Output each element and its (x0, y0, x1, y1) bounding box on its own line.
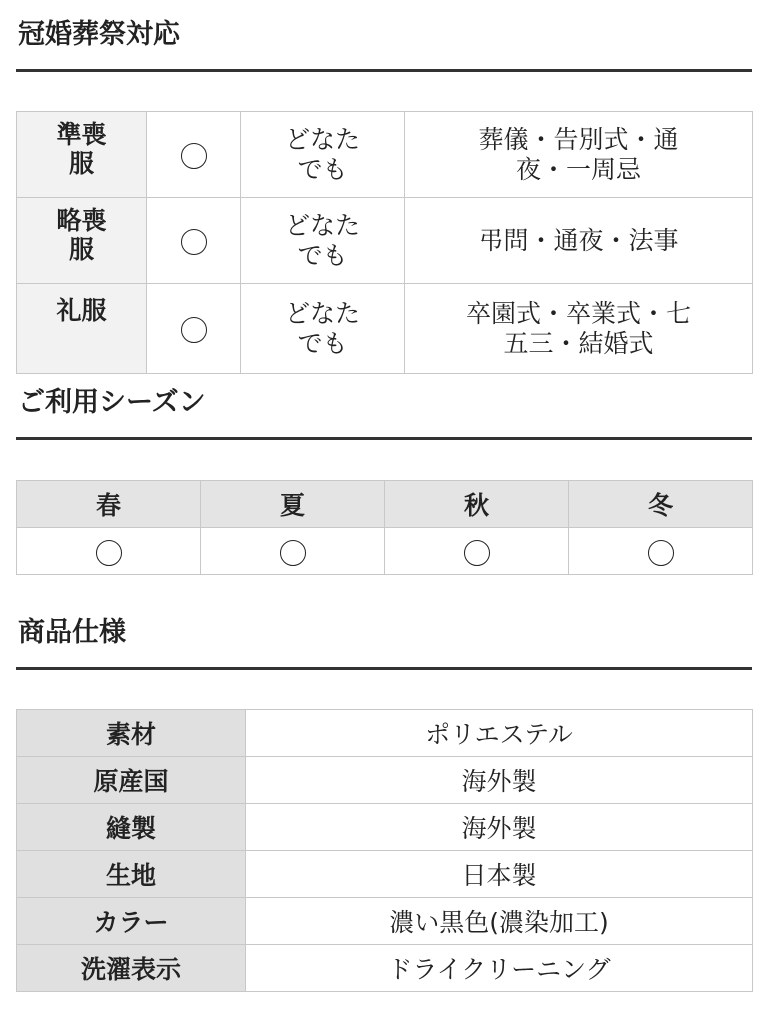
spec-label: 原産国 (17, 757, 246, 804)
row-header-line: 略喪 (56, 206, 107, 235)
table-row (17, 528, 753, 575)
spec-value: ドライクリーニング (246, 945, 753, 992)
spec-section-title: 商品仕様 (18, 617, 126, 648)
circle-mark-icon (280, 540, 306, 566)
season-header-summer: 夏 (201, 481, 385, 528)
row-header-line: 服 (68, 149, 94, 178)
usage-line: 卒園式・卒業式・七 (465, 298, 691, 328)
table-row (17, 757, 753, 804)
season-header-winter: 冬 (569, 481, 753, 528)
usage-cell (405, 198, 753, 284)
spec-label: 素材 (17, 710, 246, 757)
season-mark-spring (17, 528, 201, 575)
row-header-line: 準喪 (56, 120, 107, 149)
usage-line: 葬儀・告別式・通 (478, 124, 679, 154)
target-line: でも (297, 154, 348, 184)
season-table (16, 480, 753, 575)
suitability-mark (147, 284, 241, 374)
table-row (17, 710, 753, 757)
spec-value: 海外製 (246, 757, 753, 804)
usage-line: 夜・一周忌 (515, 154, 641, 184)
season-header-autumn: 秋 (385, 481, 569, 528)
suitability-mark (147, 112, 241, 198)
row-header (17, 112, 147, 198)
spec-value: 濃い黒色(濃染加工) (246, 898, 753, 945)
circle-mark-icon (96, 540, 122, 566)
spec-table (16, 709, 753, 992)
table-row (17, 804, 753, 851)
usage-line: 五三・結婚式 (503, 328, 654, 358)
row-header (17, 284, 147, 374)
spec-value: 日本製 (246, 851, 753, 898)
row-header-line: 服 (68, 235, 94, 264)
row-header (17, 198, 147, 284)
circle-mark-icon (181, 229, 207, 255)
usage-cell (405, 284, 753, 374)
target-line: どなた (284, 210, 360, 240)
row-header-line: 礼服 (56, 296, 107, 325)
target-line: でも (297, 328, 348, 358)
target-line: どなた (284, 298, 360, 328)
usage-cell (405, 112, 753, 198)
spec-value: 海外製 (246, 804, 753, 851)
target-cell (241, 284, 405, 374)
occasion-section-title: 冠婚葬祭対応 (18, 19, 180, 50)
table-row (17, 112, 753, 198)
spec-section-divider (16, 667, 752, 670)
spec-label: 生地 (17, 851, 246, 898)
occasion-table (16, 111, 753, 374)
circle-mark-icon (181, 317, 207, 343)
spec-label: 縫製 (17, 804, 246, 851)
target-line: どなた (284, 124, 360, 154)
table-row (17, 481, 753, 528)
table-row (17, 284, 753, 374)
table-row (17, 198, 753, 284)
target-cell (241, 112, 405, 198)
season-header-spring: 春 (17, 481, 201, 528)
season-section-divider (16, 437, 752, 440)
usage-line: 弔問・通夜・法事 (478, 225, 679, 255)
table-row (17, 851, 753, 898)
spec-label: 洗濯表示 (17, 945, 246, 992)
spec-label: カラー (17, 898, 246, 945)
circle-mark-icon (648, 540, 674, 566)
table-row (17, 898, 753, 945)
table-row (17, 945, 753, 992)
season-section-title: ご利用シーズン (18, 387, 206, 418)
season-mark-autumn (385, 528, 569, 575)
circle-mark-icon (464, 540, 490, 566)
suitability-mark (147, 198, 241, 284)
spec-value: ポリエステル (246, 710, 753, 757)
target-line: でも (297, 240, 348, 270)
circle-mark-icon (181, 143, 207, 169)
season-mark-winter (569, 528, 753, 575)
season-mark-summer (201, 528, 385, 575)
target-cell (241, 198, 405, 284)
occasion-section-divider (16, 69, 752, 72)
